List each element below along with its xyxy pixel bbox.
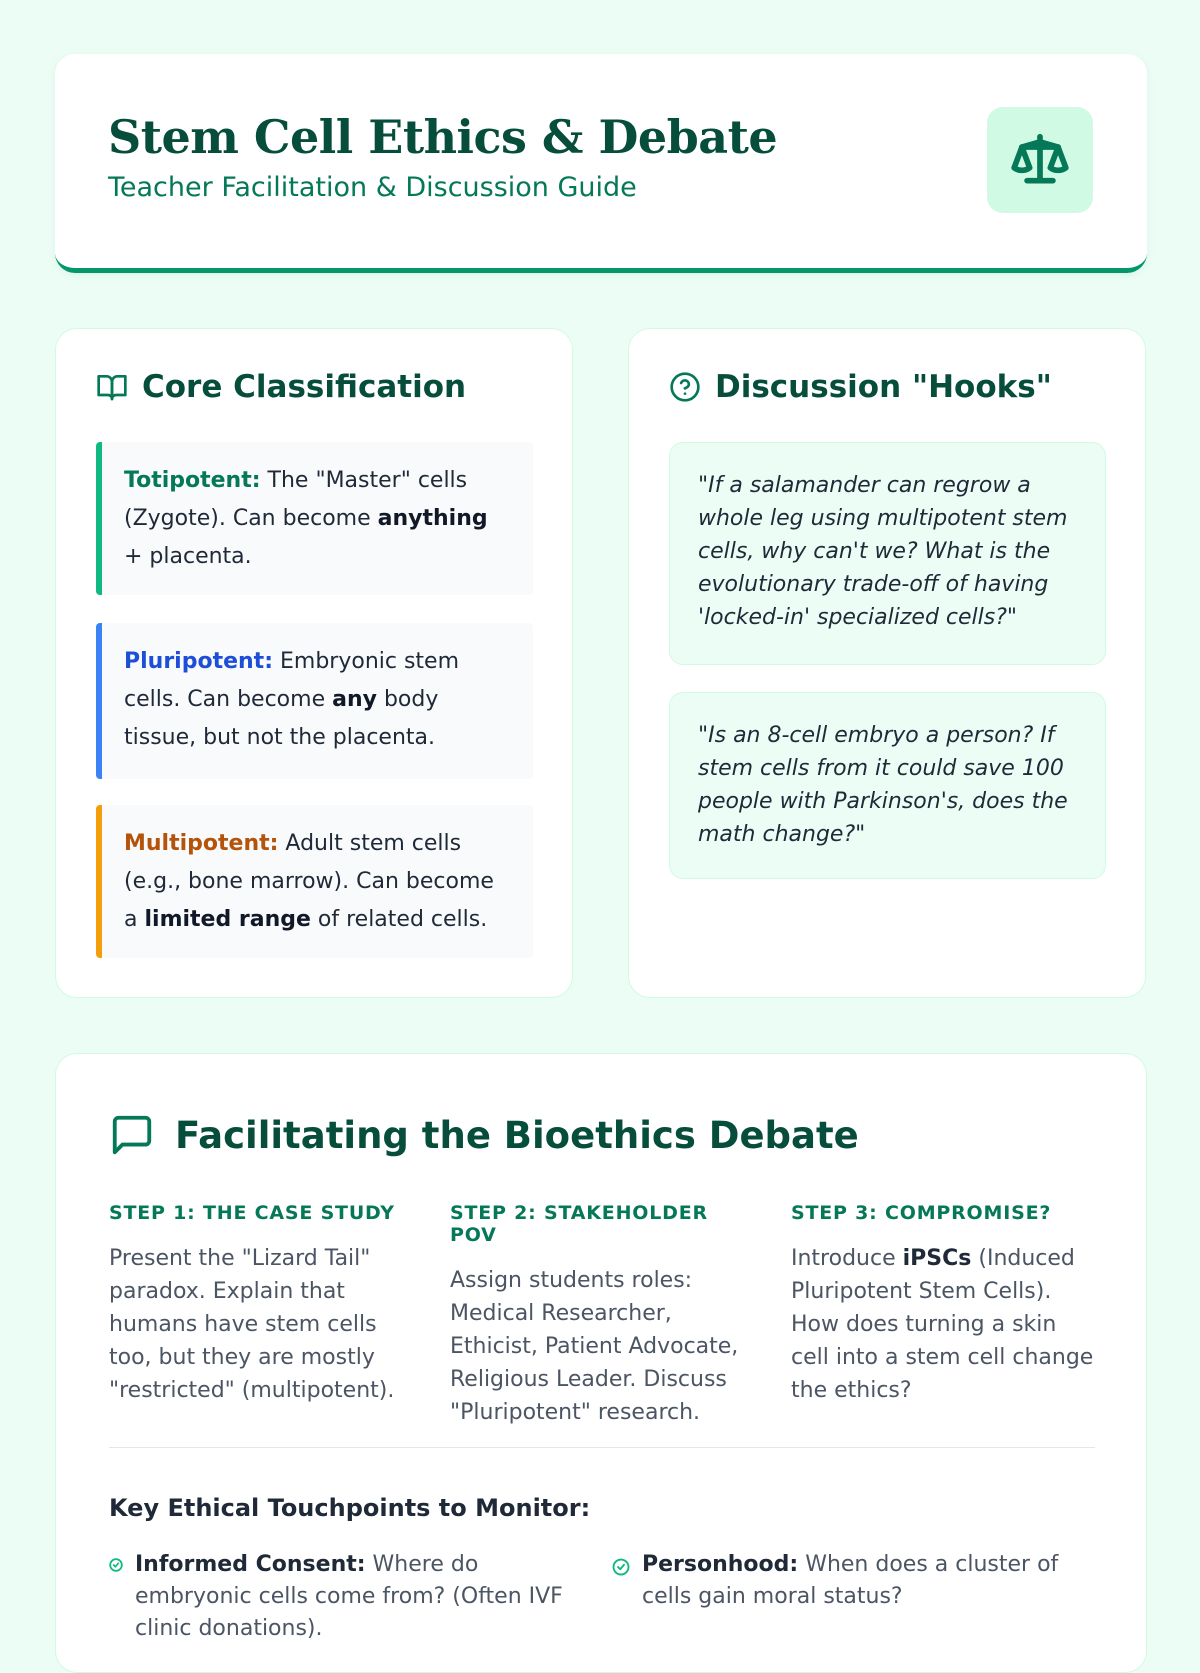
check-circle-icon [612,1558,630,1576]
step-text: (Induced Pluripotent Stem Cells). How does turning a skin cell into a stem cell change the ethics? [791,1246,1094,1403]
section-divider [109,1447,1095,1448]
hooks-heading [669,369,1052,405]
touchpoint-detail: Where do embryonic cells come from? (Often IVF clinic donations). [135,1552,563,1641]
touchpoint-item [612,1549,1082,1613]
hooks-card [628,328,1146,998]
debate-card [55,1053,1147,1673]
page-subtitle: Teacher Facilitation & Discussion Guide [108,172,637,203]
classification-emphasis: any [332,687,377,712]
classification-text: of related cells. [310,907,488,932]
header-icon-box [987,107,1093,213]
touchpoint-term: Personhood: [642,1552,799,1577]
check-circle-icon [109,1558,123,1572]
classification-emphasis: limited range [144,907,311,932]
step-label: STEP 1: THE CASE STUDY [109,1202,395,1224]
classification-term: Totipotent: [124,468,261,493]
step-body [450,1264,750,1429]
step-body [791,1242,1101,1407]
classification-text: body tissue, but not the placenta. [124,687,439,750]
classification-text: Embryonic stem cells. Can become [124,649,460,712]
classification-card [55,328,573,998]
classification-text: The "Master" cells (Zygote). Can become [124,468,468,531]
hooks-title: Discussion "Hooks" [715,369,1052,405]
book-open-icon [96,371,128,403]
classification-term: Pluripotent: [124,649,273,674]
touchpoint-text [642,1549,1082,1613]
step-text: Introduce [791,1246,903,1271]
classification-heading [96,369,466,405]
touchpoint-item [109,1549,589,1645]
touchpoint-term: Informed Consent: [135,1552,366,1577]
touchpoint-detail: When does a cluster of cells gain moral status? [642,1552,1059,1609]
classification-text: Adult stem cells (e.g., bone marrow). Can become a [124,831,494,932]
header-card [55,54,1147,273]
classification-title: Core Classification [142,369,467,405]
debate-heading [109,1112,859,1158]
step-label: STEP 2: STAKEHOLDER POV [450,1202,708,1246]
hook-quote: "Is an 8-cell embryo a person? If stem cells from it could save 100 people with Parkinson's, does the math change?" [669,692,1106,879]
scale-icon [1009,129,1071,191]
step-text: Assign students roles: Medical Researcher, Ethicist, Patient Advocate, Religious Leader. Discuss "Pluripotent" research. [450,1268,739,1425]
classification-item-multipotent [96,805,533,958]
classification-item-pluripotent [96,623,533,779]
touchpoints-title: Key Ethical Touchpoints to Monitor: [109,1494,591,1522]
classification-emphasis: anything [377,506,488,531]
step-emphasis: iPSCs [902,1246,972,1271]
step-2 [450,1202,750,1429]
classification-item-totipotent [96,442,533,595]
page-title: Stem Cell Ethics & Debate [108,110,778,164]
step-3 [791,1202,1101,1407]
classification-text: + placenta. [124,544,252,569]
step-text: Present the "Lizard Tail" paradox. Explain that humans have stem cells too, but they are mostly "restricted" (multipotent). [109,1246,395,1403]
step-1 [109,1202,409,1407]
hook-quote: "If a salamander can regrow a whole leg using multipotent stem cells, why can't we? What is the evolutionary trade-off of having 'locked-in' specialized cells?" [669,442,1106,665]
message-square-icon [109,1112,155,1158]
step-label: STEP 3: COMPROMISE? [791,1202,1052,1224]
touchpoint-text [135,1549,589,1645]
step-body [109,1242,409,1407]
help-circle-icon [669,371,701,403]
classification-term: Multipotent: [124,831,279,856]
debate-title: Facilitating the Bioethics Debate [175,1113,859,1157]
